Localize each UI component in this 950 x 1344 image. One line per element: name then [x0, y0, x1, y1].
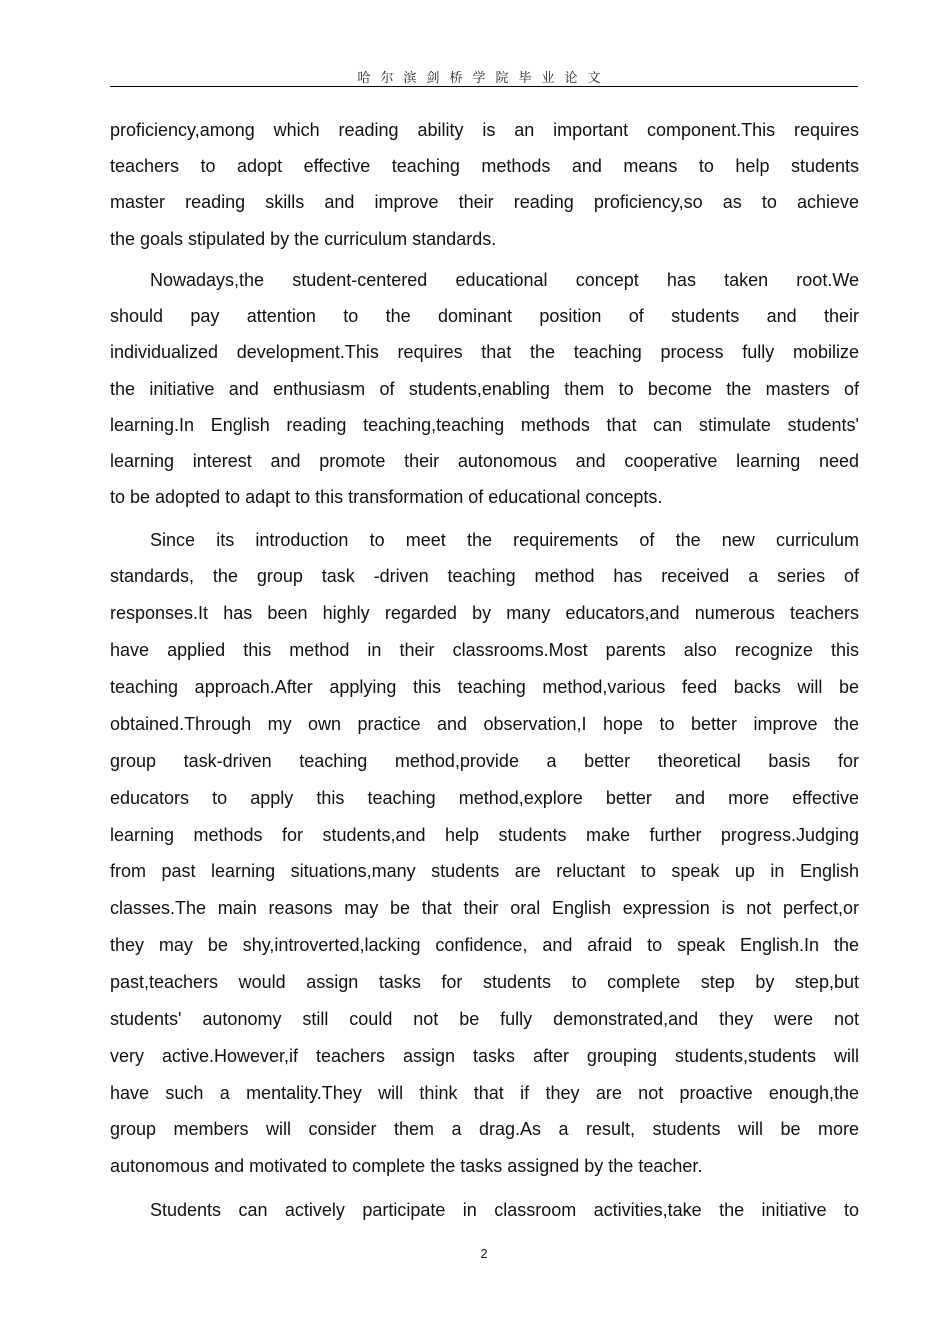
- paragraph-1-line-4: the goals stipulated by the curriculum standards.: [110, 229, 497, 249]
- paragraph-3-line-18: autonomous and motivated to complete the tasks assigned by the teacher.: [110, 1156, 703, 1176]
- paragraph-3-line-1: Since its introduction to meet the requirements of the new curriculum: [150, 530, 859, 550]
- paragraph-2-line-2: should pay attention to the dominant position of students and their: [110, 306, 859, 326]
- paragraph-2-line-4: the initiative and enthusiasm of students,enabling them to become the masters of: [110, 379, 859, 399]
- paragraph-3-line-15: very active.However,if teachers assign tasks after grouping students,students will: [110, 1046, 859, 1066]
- paragraph-2-line-6: learning interest and promote their autonomous and cooperative learning need: [110, 451, 859, 471]
- paragraph-3-line-6: obtained.Through my own practice and observation,I hope to better improve the: [110, 714, 859, 734]
- paragraph-3-line-13: past,teachers would assign tasks for students to complete step by step,but: [110, 972, 859, 992]
- paragraph-3-line-14: students' autonomy still could not be fully demonstrated,and they were not: [110, 1009, 859, 1029]
- paragraph-3-line-5: teaching approach.After applying this teaching method,various feed backs will be: [110, 677, 859, 697]
- paragraph-1-line-1: proficiency,among which reading ability is an important component.This requires: [110, 120, 859, 140]
- paragraph-3-line-11: classes.The main reasons may be that their oral English expression is not perfect,or: [110, 898, 859, 918]
- paragraph-1-line-2: teachers to adopt effective teaching methods and means to help students: [110, 156, 859, 176]
- paragraph-3-line-16: have such a mentality.They will think that if they are not proactive enough,the: [110, 1083, 859, 1103]
- paragraph-3-line-9: learning methods for students,and help students make further progress.Judging: [110, 825, 859, 845]
- running-header: 哈尔滨剑桥学院毕业论文: [357, 71, 611, 86]
- paragraph-3-line-4: have applied this method in their classrooms.Most parents also recognize this: [110, 640, 859, 660]
- paragraph-2-line-7: to be adopted to adapt to this transformation of educational concepts.: [110, 487, 663, 507]
- page-number: 2: [480, 1246, 488, 1261]
- paragraph-1-line-3: master reading skills and improve their reading proficiency,so as to achieve: [110, 192, 859, 212]
- header-rule: [110, 86, 858, 87]
- paragraph-3-line-2: standards, the group task -driven teaching method has received a series of: [110, 566, 859, 586]
- paragraph-2-line-5: learning.In English reading teaching,teaching methods that can stimulate students': [110, 415, 859, 435]
- paragraph-4-line-1: Students can actively participate in classroom activities,take the initiative to: [150, 1200, 859, 1220]
- paragraph-3-line-12: they may be shy,introverted,lacking confidence, and afraid to speak English.In the: [110, 935, 859, 955]
- paragraph-3-line-7: group task-driven teaching method,provide a better theoretical basis for: [110, 751, 859, 771]
- paragraph-3-line-10: from past learning situations,many students are reluctant to speak up in English: [110, 861, 859, 881]
- paragraph-3-line-17: group members will consider them a drag.As a result, students will be more: [110, 1119, 859, 1139]
- paragraph-2-line-3: individualized development.This requires that the teaching process fully mobilize: [110, 342, 859, 362]
- paragraph-2-line-1: Nowadays,the student-centered educational concept has taken root.We: [150, 270, 859, 290]
- paragraph-3-line-3: responses.It has been highly regarded by many educators,and numerous teachers: [110, 603, 859, 623]
- paragraph-3-line-8: educators to apply this teaching method,explore better and more effective: [110, 788, 859, 808]
